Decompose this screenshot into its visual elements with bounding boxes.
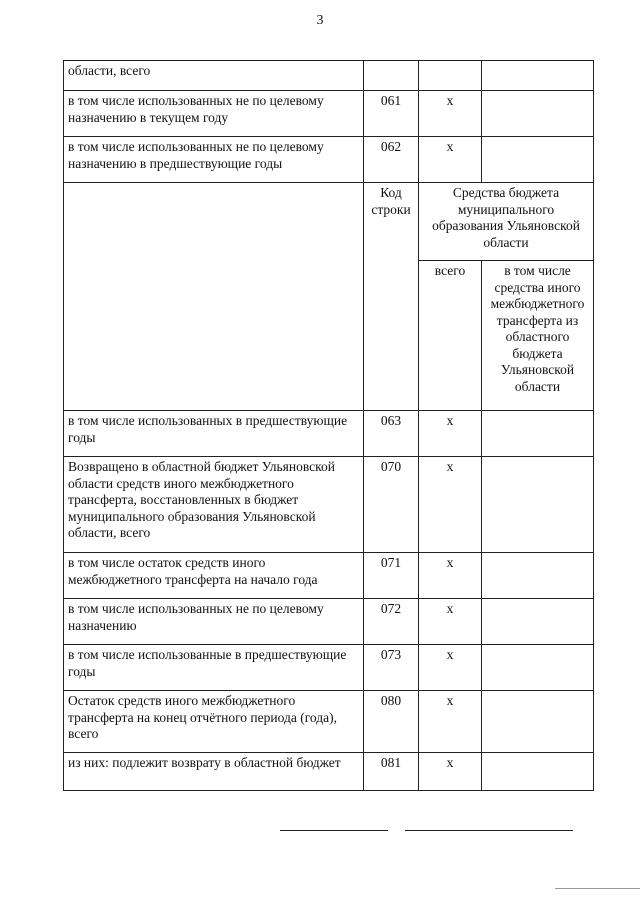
report-table (63, 60, 594, 791)
table-row (64, 91, 594, 137)
page-number: 3 (316, 13, 324, 28)
table-row (64, 645, 594, 691)
row-total: х (419, 457, 482, 553)
row-label: в том числе использованных в предшествующие годы (64, 411, 364, 457)
header-empty-cell (64, 183, 364, 411)
header-transfer: в том числе средства иного межбюджетного трансферта из областного бюджета Ульяновской области (482, 261, 594, 411)
signature-line (280, 830, 388, 831)
row-total: х (419, 137, 482, 183)
table-row (64, 553, 594, 599)
row-transfer (482, 457, 594, 553)
row-total: х (419, 599, 482, 645)
row-label: области, всего (64, 61, 364, 91)
row-total: х (419, 411, 482, 457)
signature-line (405, 830, 573, 831)
row-label: в том числе использованных не по целевому назначению (64, 599, 364, 645)
row-label: в том числе остаток средств иного межбюджетного трансферта на начало года (64, 553, 364, 599)
row-code: 063 (364, 411, 419, 457)
row-code: 071 (364, 553, 419, 599)
table-row (64, 457, 594, 553)
row-code: 072 (364, 599, 419, 645)
row-code: 081 (364, 753, 419, 791)
row-transfer (482, 691, 594, 753)
header-total: всего (419, 261, 482, 411)
row-total: х (419, 753, 482, 791)
table-row (64, 599, 594, 645)
header-budget: Средства бюджета муниципального образования Ульяновской области (419, 183, 594, 261)
row-transfer (482, 599, 594, 645)
table-row (64, 137, 594, 183)
row-transfer (482, 137, 594, 183)
table-row (64, 753, 594, 791)
header-row (64, 183, 594, 261)
row-label: Возвращено в областной бюджет Ульяновской области средств иного межбюджетного трансферта, восстановленных в бюджет муниципального образования Ульяновской области, всего (64, 457, 364, 553)
row-label: в том числе использованных не по целевому назначению в текущем году (64, 91, 364, 137)
row-transfer (482, 645, 594, 691)
row-transfer (482, 61, 594, 91)
row-transfer (482, 411, 594, 457)
row-total: х (419, 645, 482, 691)
row-transfer (482, 753, 594, 791)
row-total: х (419, 91, 482, 137)
row-total (419, 61, 482, 91)
table-row (64, 61, 594, 91)
row-label: из них: подлежит возврату в областной бюджет (64, 753, 364, 791)
corner-line (555, 888, 640, 889)
row-label: в том числе использованных не по целевому назначению в предшествующие годы (64, 137, 364, 183)
row-code: 070 (364, 457, 419, 553)
header-code: Код строки (364, 183, 419, 411)
row-total: х (419, 553, 482, 599)
row-code: 073 (364, 645, 419, 691)
row-code: 062 (364, 137, 419, 183)
row-code (364, 61, 419, 91)
table-row (64, 411, 594, 457)
row-code: 080 (364, 691, 419, 753)
row-label: Остаток средств иного межбюджетного трансферта на конец отчётного периода (года), всего (64, 691, 364, 753)
row-transfer (482, 553, 594, 599)
row-label: в том числе использованные в предшествующие годы (64, 645, 364, 691)
row-total: х (419, 691, 482, 753)
row-code: 061 (364, 91, 419, 137)
table-row (64, 691, 594, 753)
row-transfer (482, 91, 594, 137)
